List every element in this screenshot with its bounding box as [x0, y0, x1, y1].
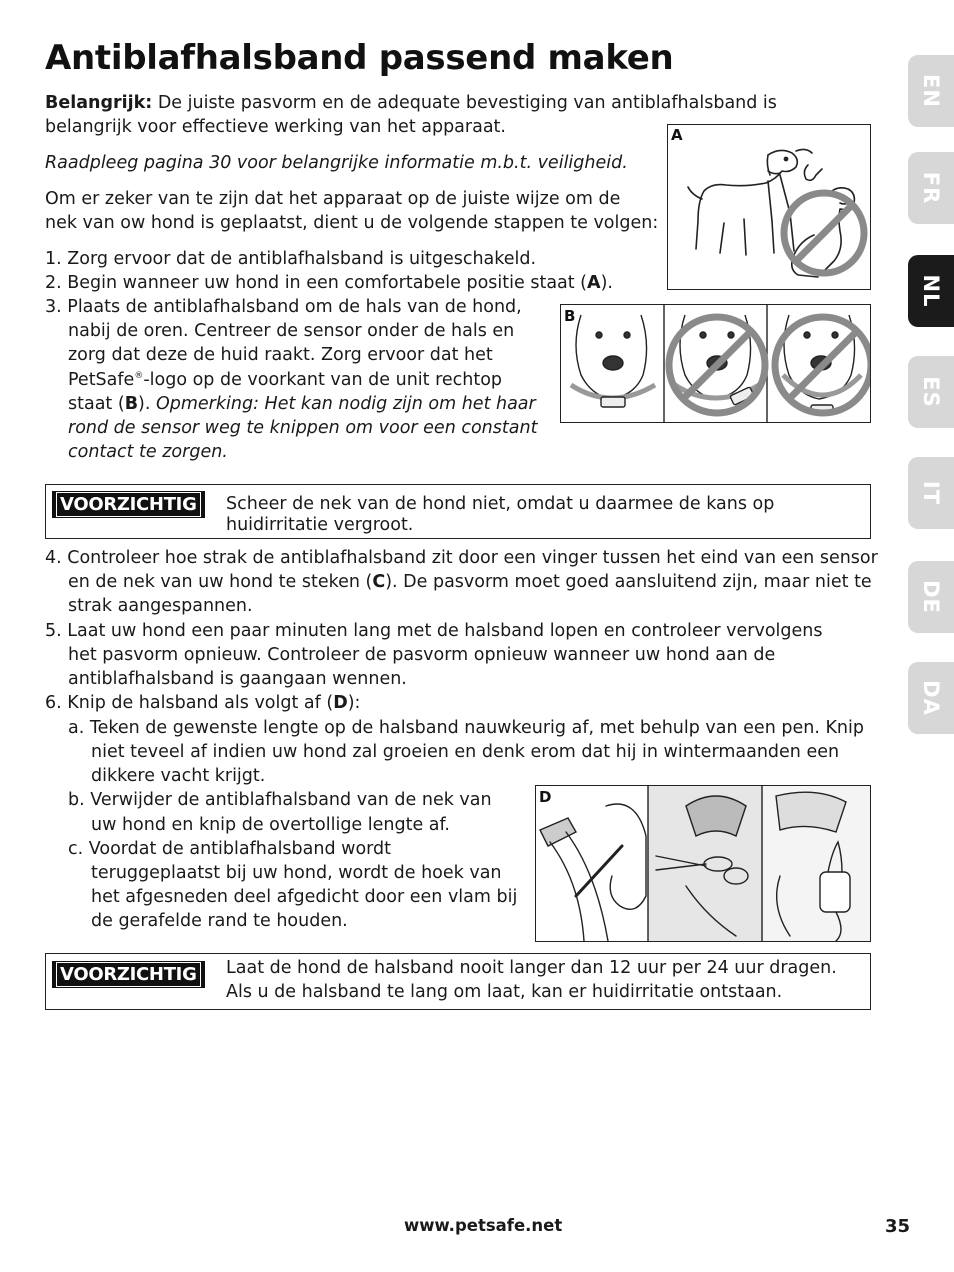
- step-3-line-7: contact te zorgen.: [68, 442, 228, 462]
- figure-b-label: B: [564, 307, 576, 325]
- tab-fr-label: FR: [919, 171, 943, 205]
- tab-nl-label: NL: [919, 274, 943, 308]
- tab-es-label: ES: [919, 376, 943, 408]
- important-label: Belangrijk:: [45, 93, 153, 113]
- step-6b-line-2: uw hond en knip de overtollige lengte af.: [91, 815, 450, 835]
- figure-a-label: A: [671, 126, 683, 144]
- step-3-line-5-text: staat (: [68, 394, 125, 414]
- safety-note: Raadpleeg pagina 30 voor belangrijke informatie m.b.t. veiligheid.: [45, 153, 628, 173]
- dog-standing-illustration: [668, 125, 870, 289]
- step-6c-line-2: teruggeplaatst bij uw hond, wordt de hoek van: [91, 863, 502, 883]
- step-5-line-2: het pasvorm opnieuw. Controleer de pasvorm opnieuw wanneer uw hond aan de: [68, 645, 776, 665]
- caution-2-line-2: Als u de halsband te lang om laat, kan er huidirritatie ontstaan.: [226, 982, 783, 1002]
- tab-en-label: EN: [919, 74, 943, 108]
- step-3-line-1: 3. Plaats de antiblafhalsband om de hals van de hond,: [45, 297, 522, 317]
- petsafe-brand: PetSafe: [68, 370, 135, 390]
- step-3-line-4-text: -logo op de voorkant van de unit rechtop: [143, 370, 503, 390]
- tab-da-label: DA: [919, 680, 943, 716]
- tab-en[interactable]: [908, 55, 954, 127]
- step-5-line-1: 5. Laat uw hond een paar minuten lang met de halsband lopen en controleer vervolgens: [45, 621, 823, 641]
- figure-d: [535, 785, 871, 942]
- page-title: Antiblafhalsband passend maken: [45, 38, 674, 78]
- tab-de-label: DE: [919, 580, 943, 614]
- step-4-line-3: strak aangespannen.: [68, 596, 253, 616]
- step-2-end: ).: [600, 273, 613, 293]
- step-2-text: 2. Begin wanneer uw hond in een comfortabele positie staat (: [45, 273, 588, 293]
- step-3-line-6: rond de sensor weg te knippen om voor een constant: [68, 418, 538, 438]
- caution-box-2: [45, 953, 871, 1010]
- step-3-note: Opmerking: Het kan nodig zijn om het haar: [155, 394, 536, 414]
- step-4-line-1: 4. Controleer hoe strak de antiblafhalsband zit door een vinger tussen het eind van een sensor: [45, 548, 878, 568]
- step-6c-line-4: de gerafelde rand te houden.: [91, 911, 348, 931]
- figure-ref-c: C: [372, 572, 386, 592]
- step-3-line-2: nabij de oren. Centreer de sensor onder de hals en: [68, 321, 515, 341]
- figure-ref-a: A: [587, 273, 601, 293]
- caution-label: [52, 961, 205, 988]
- tab-da[interactable]: [908, 662, 954, 734]
- steps-intro-2: nek van ow hond is geplaatst, dient u de volgende stappen te volgen:: [45, 213, 659, 233]
- step-6c-line-3: het afgesneden deel afgedicht door een vlam bij: [91, 887, 518, 907]
- collar-trimming-illustration: [536, 786, 870, 941]
- caution-2-line-1: Laat de hond de halsband nooit langer dan 12 uur per 24 uur dragen.: [226, 958, 837, 978]
- step-6b-line-1: b. Verwijder de antiblafhalsband van de nek van: [68, 790, 492, 810]
- step-5-line-3: antiblafhalsband is gaangaan wennen.: [68, 669, 407, 689]
- step-6-end: ):: [347, 693, 361, 713]
- figure-d-label: D: [539, 788, 552, 806]
- step-3-line-4: [68, 368, 502, 392]
- tab-es[interactable]: [908, 356, 954, 428]
- footer-url[interactable]: www.petsafe.net: [404, 1216, 563, 1235]
- step-6a-line-2: niet teveel af indien uw hond zal groeien en denk erom dat hij in wintermaanden een: [91, 742, 840, 762]
- caution-label-text: VOORZICHTIG: [56, 962, 201, 987]
- figure-b: [560, 304, 871, 423]
- tab-fr[interactable]: [908, 152, 954, 224]
- caution-1-line-1: Scheer de nek van de hond niet, omdat u daarmee de kans op: [226, 494, 775, 514]
- step-3-line-5-mid: ).: [138, 394, 156, 414]
- steps-intro-1: Om er zeker van te zijn dat het apparaat op de juiste wijze om de: [45, 189, 621, 209]
- step-2: [45, 271, 613, 295]
- step-4-line-2: [68, 570, 872, 594]
- figure-a: [667, 124, 871, 290]
- tab-it[interactable]: [908, 457, 954, 529]
- step-6a-line-3: dikkere vacht krijgt.: [91, 766, 266, 786]
- step-6-text: 6. Knip de halsband als volgt af (: [45, 693, 334, 713]
- tab-nl[interactable]: [908, 255, 954, 327]
- step-6a-line-1: a. Teken de gewenste lengte op de halsband nauwkeurig af, met behulp van een pen. Knip: [68, 718, 864, 738]
- step-4-line-2-text: en de nek van uw hond te steken (: [68, 572, 373, 592]
- tab-de[interactable]: [908, 561, 954, 633]
- figure-ref-b: B: [124, 394, 139, 414]
- dog-head-illustration: [561, 305, 870, 422]
- caution-label: [52, 491, 205, 518]
- important-line-1: [45, 91, 777, 115]
- caution-label-text: VOORZICHTIG: [56, 492, 201, 517]
- step-1: 1. Zorg ervoor dat de antiblafhalsband is uitgeschakeld.: [45, 249, 537, 269]
- step-3-line-5: [68, 392, 536, 416]
- registered-mark: ®: [134, 371, 144, 382]
- step-3-line-3: zorg dat deze de huid raakt. Zorg ervoor dat het: [68, 345, 493, 365]
- important-line-2: belangrijk voor effectieve werking van het apparaat.: [45, 117, 506, 137]
- step-4-line-2-end: ). De pasvorm moet goed aansluitend zijn, maar niet te: [385, 572, 872, 592]
- important-text: De juiste pasvorm en de adequate bevestiging van antiblafhalsband is: [152, 93, 777, 113]
- step-6: [45, 691, 360, 715]
- figure-ref-d: D: [333, 693, 348, 713]
- step-6c-line-1: c. Voordat de antiblafhalsband wordt: [68, 839, 392, 859]
- caution-1-line-2: huidirritatie vergroot.: [226, 516, 414, 534]
- page-number: 35: [885, 1216, 911, 1237]
- caution-box-1: [45, 484, 871, 539]
- tab-it-label: IT: [919, 480, 943, 506]
